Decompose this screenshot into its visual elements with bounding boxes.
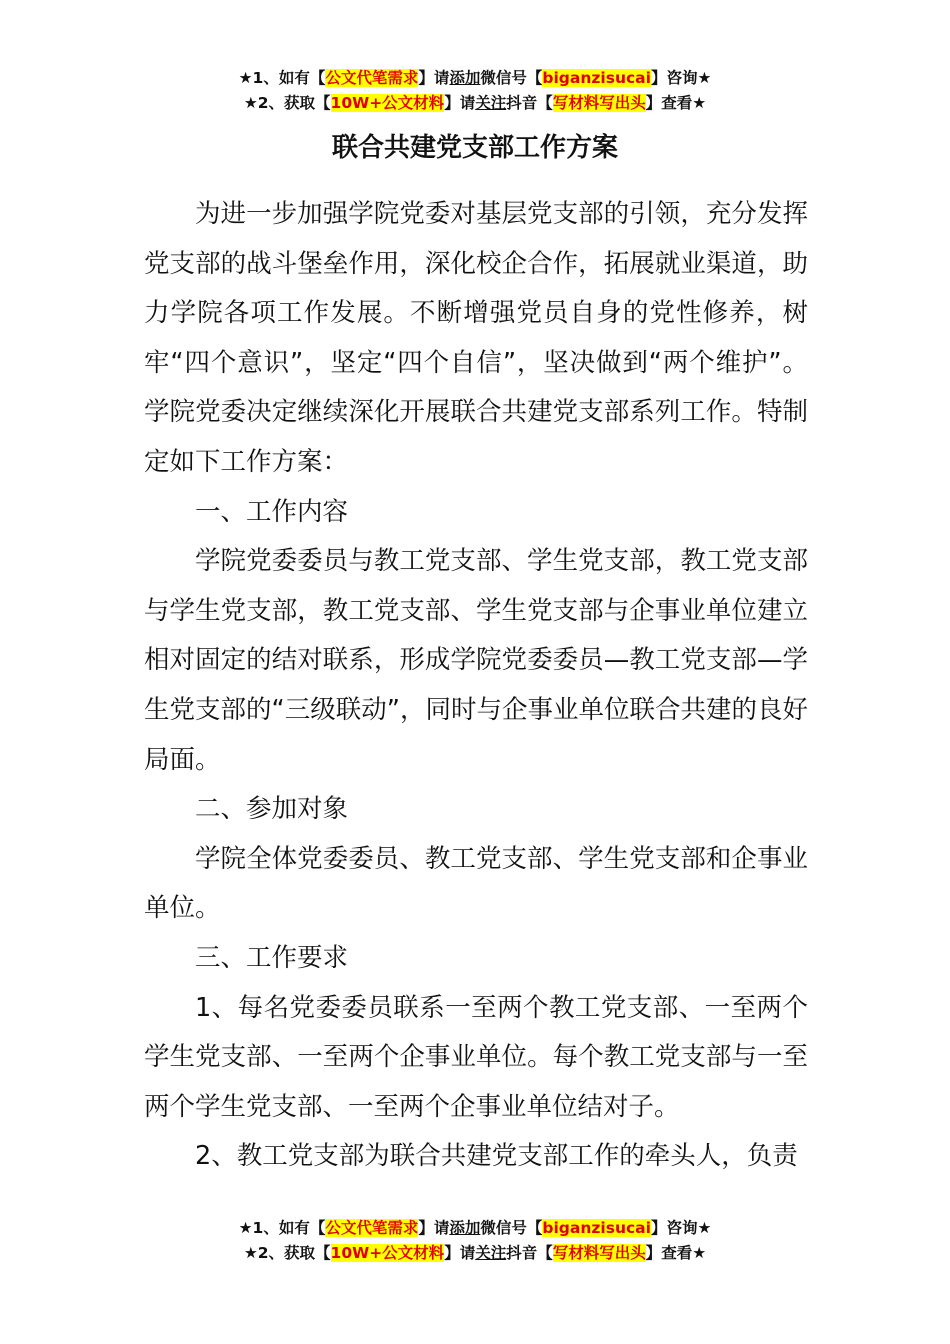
promo-line-1: ★1、如有【公文代笔需求】请添加微信号【biganzisucai】咨询★ [238, 69, 712, 87]
section-heading-participants: 二、参加对象 [195, 794, 349, 825]
highlight-douyin-account: 写材料写出头 [552, 94, 646, 112]
promo-line-1: ★1、如有【公文代笔需求】请添加微信号【biganzisucai】咨询★ [238, 1219, 712, 1237]
body-paragraph: 学院全体党委委员、教工党支部、学生党支部和企事业单位。 [144, 843, 808, 924]
intro-paragraph: 为进一步加强学院党委对基层党支部的引领，充分发挥党支部的战斗堡垒作用，深化校企合作，拓展就业渠道，助力学院各项工作发展。不断增强党员自身的党性修养，树牢“四个意识”，坚定“四个自信”，坚决做到“两个维护”。学院党委决定继续深化开展联合共建党支部系列工作。特制定如下工作方案： [144, 199, 808, 477]
promo-line-2: ★2、获取【10W+公文材料】请关注抖音【写材料写出头】查看★ [243, 1244, 707, 1262]
highlight-wechat-id: biganzisucai [542, 1219, 651, 1237]
promo-banner-top [0, 66, 950, 116]
section-heading-work-content: 一、工作内容 [195, 496, 349, 527]
highlight-materials: 10W+公文材料 [330, 1244, 445, 1262]
document-body [144, 190, 808, 1182]
highlight-service: 公文代笔需求 [325, 1219, 419, 1237]
document-title: 联合共建党支部工作方案 [331, 133, 618, 163]
promo-line-2: ★2、获取【10W+公文材料】请关注抖音【写材料写出头】查看★ [243, 94, 707, 112]
section-heading-requirements: 三、工作要求 [195, 942, 349, 973]
promo-banner-bottom [0, 1216, 950, 1266]
highlight-materials: 10W+公文材料 [330, 94, 445, 112]
requirement-item-2: 2、教工党支部为联合共建党支部工作的牵头人，负责 [195, 1141, 798, 1172]
requirement-item-1: 1、每名党委委员联系一至两个教工党支部、一至两个学生党支部、一至两个企事业单位。每个教工党支部与一至两个学生党支部、一至两个企事业单位结对子。 [144, 992, 808, 1122]
highlight-service: 公文代笔需求 [325, 69, 419, 87]
highlight-douyin-account: 写材料写出头 [552, 1244, 646, 1262]
body-paragraph: 学院党委委员与教工党支部、学生党支部，教工党支部与学生党支部，教工党支部、学生党支部与企事业单位建立相对固定的结对联系，形成学院党委委员—教工党支部—学生党支部的“三级联动”，同时与企事业单位联合共建的良好局面。 [144, 546, 808, 775]
highlight-wechat-id: biganzisucai [542, 69, 651, 87]
